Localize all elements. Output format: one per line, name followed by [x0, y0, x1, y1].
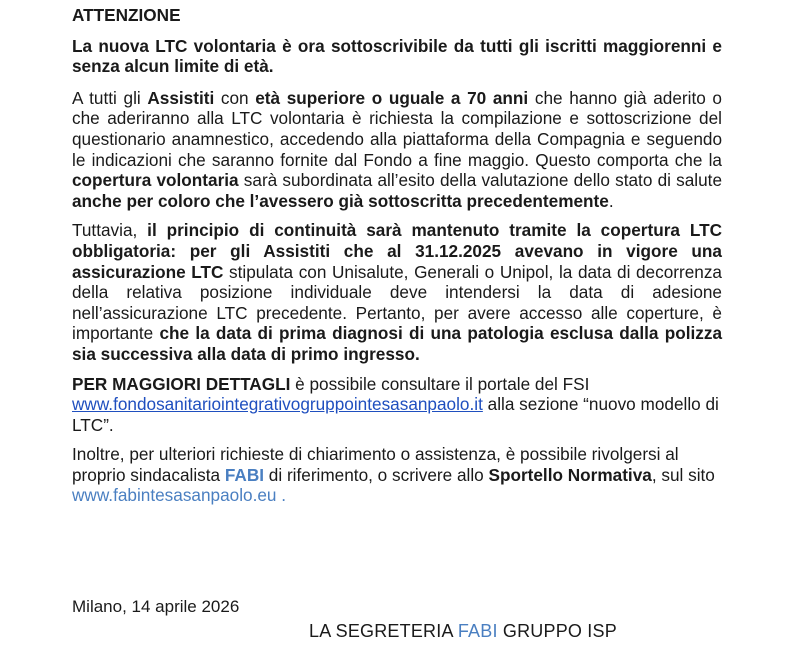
- p1-text-4: sarà subordinata all’esito della valutazione dello stato di salute: [238, 170, 723, 191]
- signature-pre: LA SEGRETERIA: [309, 621, 458, 641]
- p4-text-2: di riferimento, o scrivere allo: [264, 464, 489, 485]
- paragraph-assistiti: [72, 88, 722, 212]
- p4-text-3: , sul sito: [651, 464, 715, 485]
- p3-text-1: è possibile consultare il portale del FSI: [290, 373, 590, 394]
- lead-paragraph: La nuova LTC volontaria è ora sottoscrivibile da tutti gli iscritti maggiorenni e senza alcun limite di età.: [72, 35, 722, 77]
- p1-bold-assistiti: Assistiti: [147, 87, 215, 108]
- p3-bold-details: PER MAGGIORI DETTAGLI: [72, 373, 291, 394]
- p2-text-1: Tuttavia,: [72, 220, 148, 241]
- p4-fabi: FABI: [224, 464, 265, 485]
- p2-text-2: stipulata con Unisalute, Generali o Unipol, la data di decorrenza della relativa posizione individuale deve intendersi la data di adesione nell’assicurazione LTC precedente. Pertanto, per avere accesso alle coperture, è importante: [72, 261, 722, 344]
- paragraph-assistance: [72, 444, 722, 506]
- p1-text-2: con: [214, 87, 256, 108]
- signature-fabi: FABI: [457, 621, 498, 641]
- p2-bold-principle: il principio di continuità sarà mantenuto tramite la copertura LTC obbligatoria: per gli Assistiti che al 31.12.2025 avevano in vigore una assicurazione LTC: [72, 220, 722, 282]
- p3-text-2: alla sezione “nuovo modello di LTC”.: [72, 394, 719, 435]
- p1-bold-age: età superiore o uguale a 70 anni: [255, 87, 529, 108]
- heading: ATTENZIONE: [72, 5, 181, 25]
- date-line: Milano, 14 aprile 2026: [72, 597, 240, 616]
- signature: [309, 621, 617, 642]
- p1-text-3: che hanno già aderito o che aderiranno alla LTC volontaria è richiesta la compilazione e sottoscrizione del questionario anamnestico, accedendo alla piattaforma della Compagnia e seguendo le indicazioni che saranno fornite dal Fondo a fine maggio. Questo comporta che la: [72, 87, 722, 170]
- p2-bold-diagnosis: che la data di prima diagnosi di una patologia esclusa dalla polizza sia successiva alla data di primo ingresso.: [72, 323, 723, 364]
- p1-text-5: .: [608, 190, 614, 211]
- p1-bold-coverage: copertura volontaria: [72, 170, 239, 191]
- fabi-site-link[interactable]: www.fabintesasanpaolo.eu .: [72, 485, 287, 506]
- p1-bold-previous: anche per coloro che l’avessero già sottoscritta precedentemente: [72, 190, 609, 211]
- fsi-portal-link[interactable]: www.fondosanitariointegrativogruppointesasanpaolo.it: [72, 394, 483, 415]
- p4-text-1: Inoltre, per ulteriori richieste di chiarimento o assistenza, è possibile rivolgersi al proprio sindacalista: [72, 444, 679, 485]
- p1-text-1: A tutti gli: [72, 87, 148, 108]
- paragraph-details: [72, 374, 722, 436]
- paragraph-continuity: [72, 220, 722, 364]
- document-body: [72, 5, 722, 515]
- signature-post: GRUPPO ISP: [497, 621, 617, 641]
- p4-bold-sportello: Sportello Normativa: [488, 464, 652, 485]
